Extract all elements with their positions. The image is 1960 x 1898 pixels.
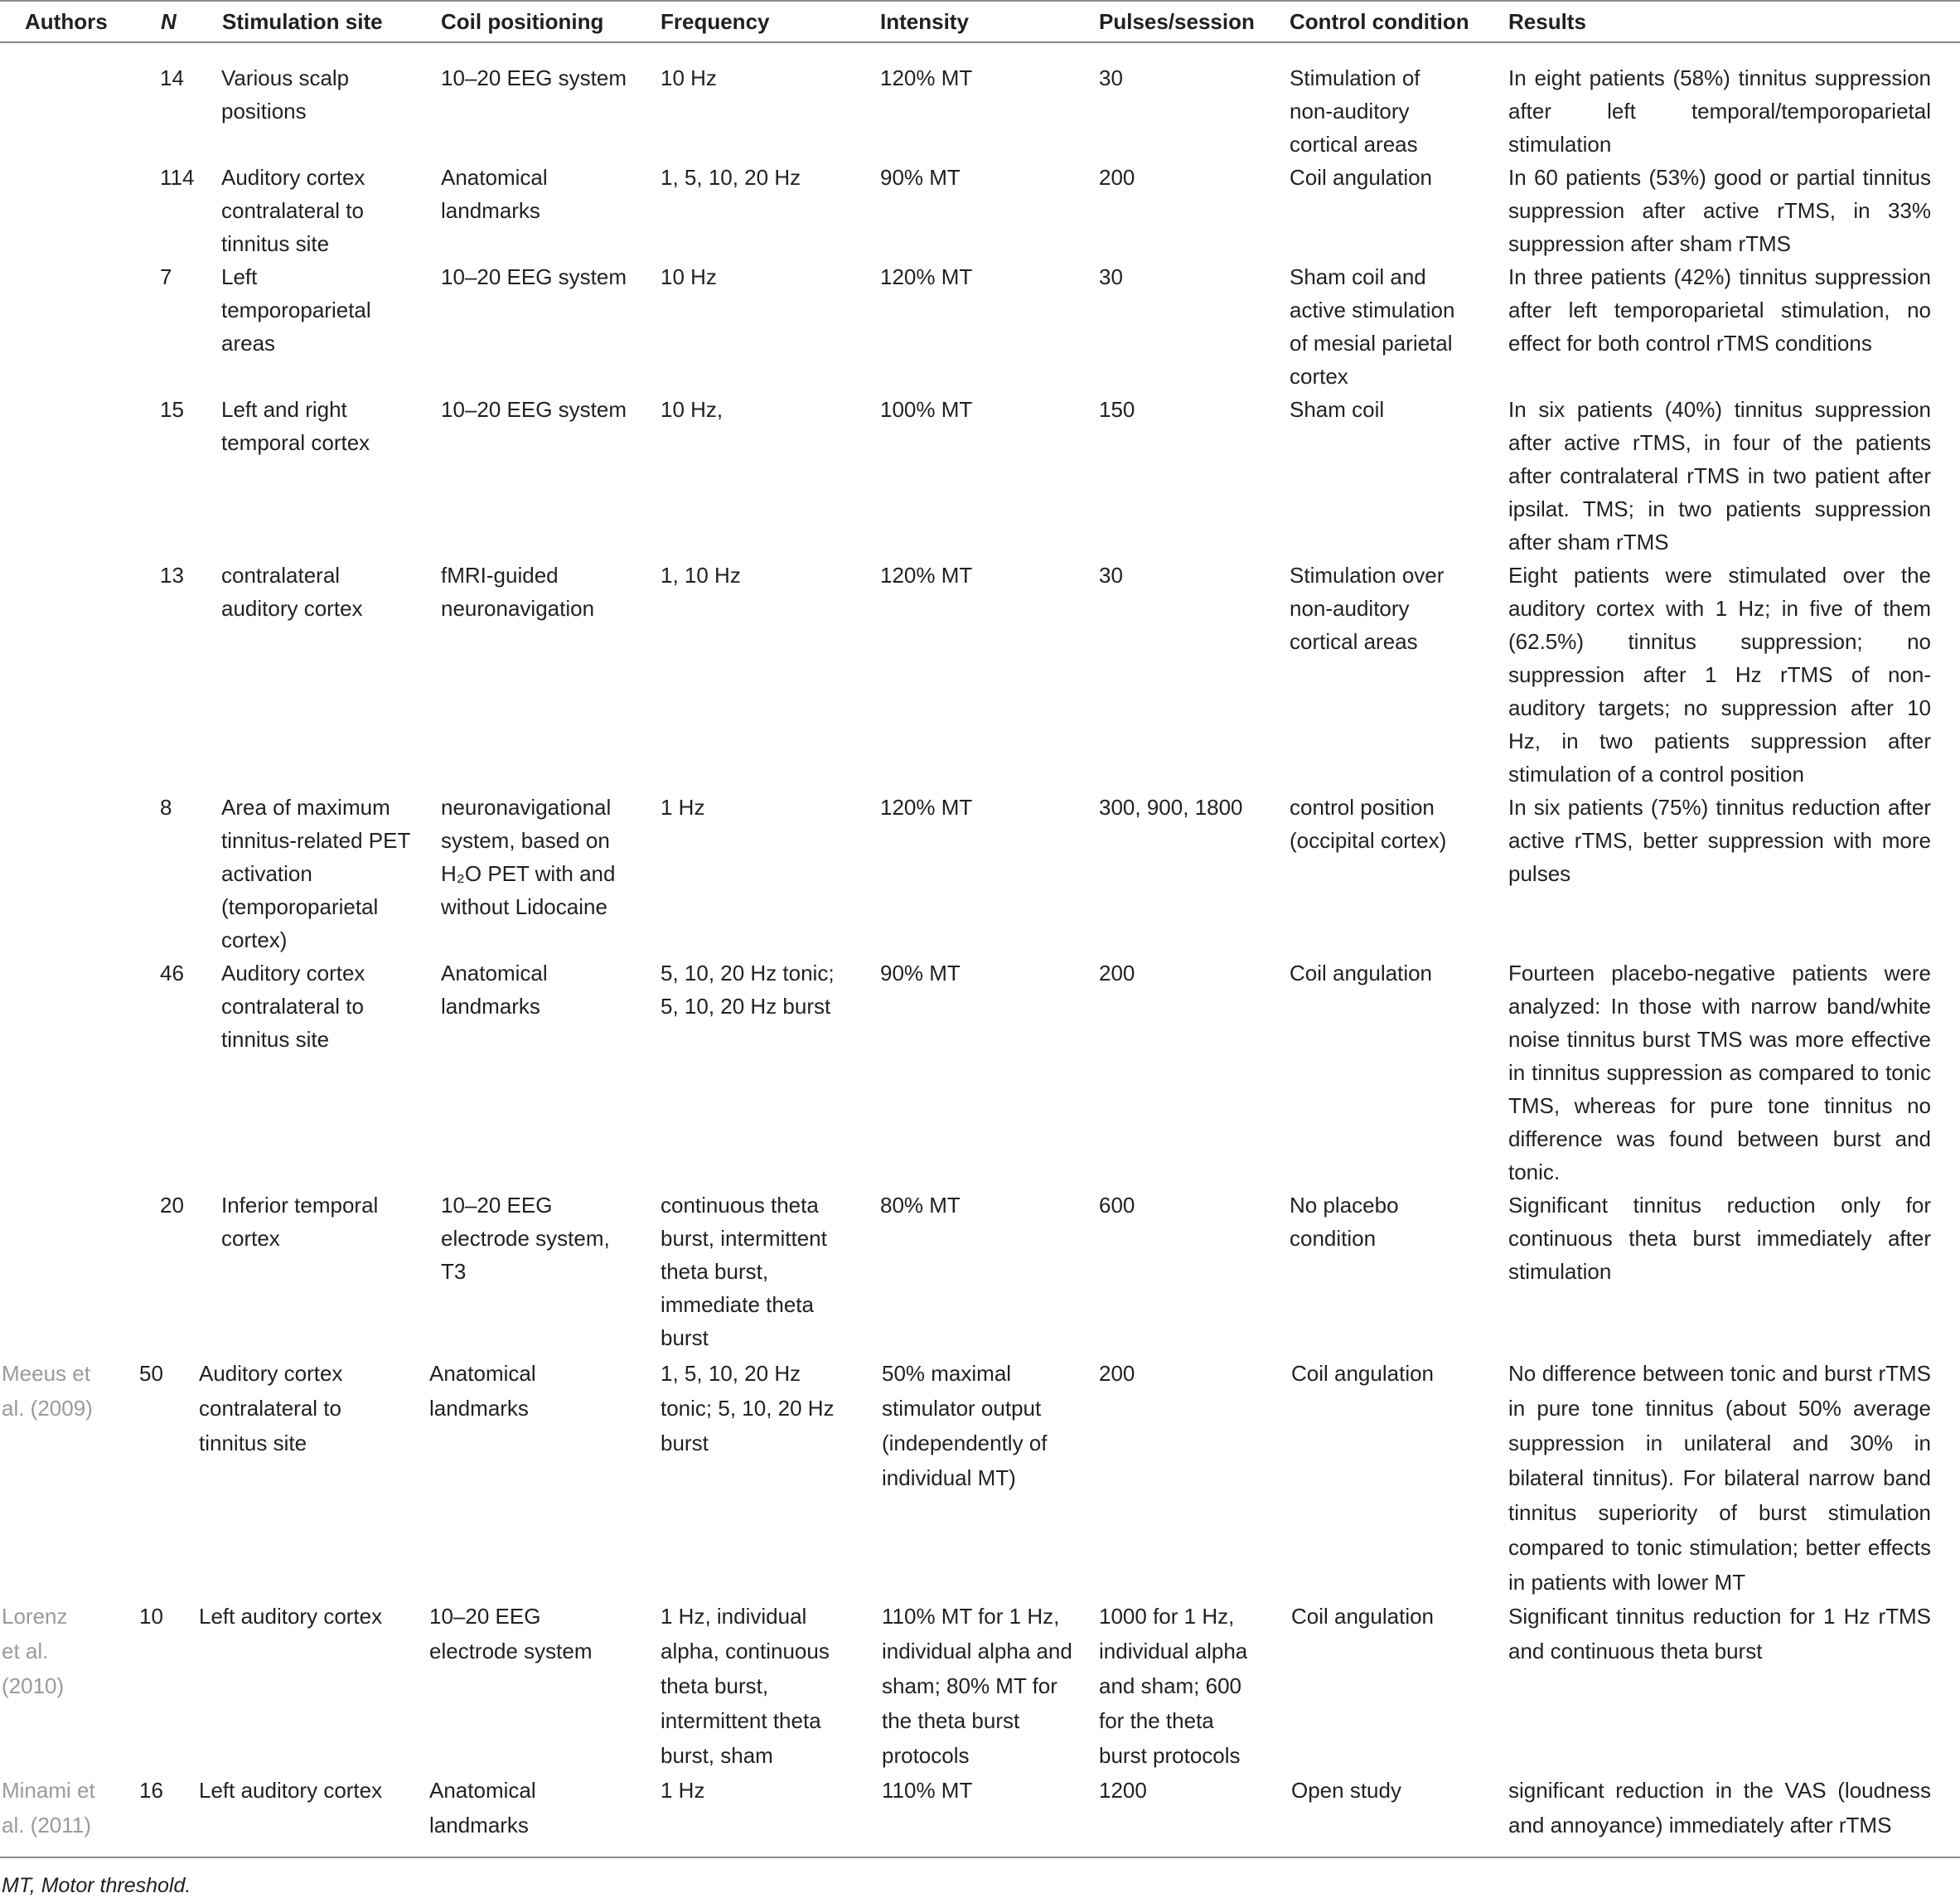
cell-results: In six patients (40%) tinnitus suppression after active rTMS, in four of the patients after contralateral rTMS in two patient after ipsilat. TMS; in two patients suppression after sham rTMS [1508, 397, 1931, 554]
header-results: Results [1508, 9, 1586, 34]
cell-n: 114 [160, 165, 195, 190]
cell-results: Fourteen placebo-negative patients were analyzed: In those with narrow band/white noise tinnitus burst TMS was more effective in tinnitus suppression as compared to tonic TMS, whereas for pure tone tinnitus no difference was found between burst and tonic. [1508, 961, 1931, 1184]
cell-results: significant reduction in the VAS (loudness and annoyance) immediately after rTMS [1508, 1778, 1931, 1837]
cell-n: 50 [139, 1361, 163, 1386]
cell-coil: 10–20 EEG system [441, 397, 627, 422]
top-rule [0, 0, 1960, 2]
cell-intensity: 100% MT [880, 397, 973, 422]
cell-intensity: 120% MT [880, 563, 973, 588]
cell-pulses: 30 [1099, 264, 1123, 289]
cell-results: In six patients (75%) tinnitus reduction after active rTMS, better suppression with more pulses [1508, 795, 1931, 886]
cell-control: Coil angulation [1291, 1361, 1435, 1386]
cell-n: 20 [160, 1193, 184, 1218]
cell-coil: 10–20 EEG system [441, 264, 627, 289]
cell-intensity: 80% MT [880, 1193, 961, 1218]
cell-intensity: 120% MT [880, 795, 973, 820]
cell-control: Stimulation over non-auditory cortical areas [1290, 563, 1445, 654]
cell-intensity: 50% maximal stimulator output (independently of individual MT) [882, 1361, 1048, 1490]
cell-site: contralateral auditory cortex [221, 563, 363, 621]
cell-coil: Anatomical landmarks [441, 961, 548, 1019]
cell-n: 46 [160, 961, 184, 985]
cell-pulses: 200 [1099, 961, 1135, 985]
cell-pulses: 30 [1099, 65, 1123, 90]
cell-results: In 60 patients (53%) good or partial tinnitus suppression after active rTMS, in 33% suppression after sham rTMS [1508, 165, 1931, 256]
cell-site: Left auditory cortex [199, 1778, 383, 1803]
cell-pulses: 150 [1099, 397, 1135, 422]
cell-n: 8 [160, 795, 172, 820]
cell-results: In three patients (42%) tinnitus suppression after left temporoparietal stimulation, no effect for both control rTMS conditions [1508, 264, 1931, 356]
cell-coil: Anatomical landmarks [429, 1778, 536, 1837]
cell-frequency: 10 Hz [661, 264, 717, 289]
header-intensity: Intensity [880, 9, 969, 34]
cell-n: 10 [139, 1604, 163, 1629]
cell-control: control position (occipital cortex) [1290, 795, 1447, 853]
header-control: Control condition [1290, 9, 1469, 34]
cell-control: Sham coil and active stimulation of mesial parietal cortex [1290, 264, 1455, 389]
header-site: Stimulation site [222, 9, 383, 34]
cell-frequency: continuous theta burst, intermittent theta burst, immediate theta burst [661, 1193, 827, 1350]
cell-pulses: 1000 for 1 Hz, individual alpha and sham; 600 for the theta burst protocols [1099, 1604, 1248, 1768]
cell-coil: 10–20 EEG electrode system, T3 [441, 1193, 610, 1284]
cell-intensity: 120% MT [880, 264, 973, 289]
cell-frequency: 1, 10 Hz [661, 563, 741, 588]
cell-authors: Meeus et al. (2009) [2, 1361, 93, 1421]
cell-pulses: 200 [1099, 165, 1135, 190]
cell-coil: neuronavigational system, based on H₂O PET with and without Lidocaine [441, 795, 616, 919]
cell-site: Area of maximum tinnitus-related PET activation (temporoparietal cortex) [221, 795, 411, 952]
cell-site: Various scalp positions [221, 65, 350, 123]
cell-intensity: 90% MT [880, 961, 961, 985]
cell-control: No placebo condition [1290, 1193, 1399, 1251]
cell-pulses: 600 [1099, 1193, 1135, 1218]
cell-site: Auditory cortex contralateral to tinnitus site [199, 1361, 343, 1455]
cell-control: Open study [1291, 1778, 1401, 1803]
cell-coil: Anatomical landmarks [429, 1361, 536, 1421]
cell-results: In eight patients (58%) tinnitus suppression after left temporal/temporoparietal stimulation [1508, 65, 1931, 157]
cell-intensity: 120% MT [880, 65, 973, 90]
cell-n: 14 [160, 65, 184, 90]
table-footnote: MT, Motor threshold. [2, 1874, 191, 1897]
cell-control: Coil angulation [1291, 1604, 1435, 1629]
bottom-rule [0, 1857, 1960, 1858]
cell-authors: Lorenz et al. (2010) [2, 1604, 68, 1698]
cell-frequency: 1 Hz, individual alpha, continuous theta burst, intermittent theta burst, sham [661, 1604, 830, 1768]
cell-coil: fMRI-guided neuronavigation [441, 563, 595, 621]
header-pulses: Pulses/session [1099, 9, 1255, 34]
cell-n: 15 [160, 397, 184, 422]
cell-intensity: 90% MT [880, 165, 961, 190]
cell-frequency: 1 Hz [661, 1778, 705, 1803]
cell-pulses: 300, 900, 1800 [1099, 795, 1243, 820]
cell-frequency: 10 Hz, [661, 397, 724, 422]
cell-n: 13 [160, 563, 184, 588]
cell-frequency: 1 Hz [661, 795, 705, 820]
cell-results: No difference between tonic and burst rTMS in pure tone tinnitus (about 50% average suppression in unilateral and 30% in bilateral tinnitus). For bilateral narrow band tinnitus superiority of burst stimulation compared to tonic stimulation; better effects in patients with lower MT [1508, 1361, 1931, 1595]
cell-site: Left and right temporal cortex [221, 397, 370, 455]
cell-pulses: 30 [1099, 563, 1123, 588]
cell-site: Left temporoparietal areas [221, 264, 371, 356]
header-rule [0, 41, 1960, 43]
header-coil: Coil positioning [441, 9, 604, 34]
cell-authors: Minami et al. (2011) [2, 1778, 95, 1837]
cell-site: Auditory cortex contralateral to tinnitus site [221, 961, 365, 1052]
cell-control: Coil angulation [1290, 961, 1433, 985]
cell-pulses: 1200 [1099, 1778, 1147, 1803]
cell-frequency: 10 Hz [661, 65, 717, 90]
cell-coil: Anatomical landmarks [441, 165, 548, 223]
header-authors: Authors [25, 9, 108, 34]
cell-frequency: 1, 5, 10, 20 Hz [661, 165, 801, 190]
header-frequency: Frequency [661, 9, 770, 34]
cell-frequency: 1, 5, 10, 20 Hz tonic; 5, 10, 20 Hz burst [661, 1361, 835, 1455]
cell-site: Auditory cortex contralateral to tinnitus site [221, 165, 365, 256]
cell-results: Significant tinnitus reduction for 1 Hz rTMS and continuous theta burst [1508, 1604, 1931, 1663]
cell-intensity: 110% MT for 1 Hz, individual alpha and sham; 80% MT for the theta burst protocols [882, 1604, 1072, 1768]
cell-n: 7 [160, 264, 172, 289]
cell-site: Left auditory cortex [199, 1604, 383, 1629]
cell-coil: 10–20 EEG system [441, 65, 627, 90]
cell-results: Significant tinnitus reduction only for continuous theta burst immediately after stimulation [1508, 1193, 1931, 1284]
cell-intensity: 110% MT [882, 1778, 973, 1803]
cell-control: Sham coil [1290, 397, 1385, 422]
cell-control: Stimulation of non-auditory cortical areas [1290, 65, 1420, 157]
cell-pulses: 200 [1099, 1361, 1135, 1386]
cell-site: Inferior temporal cortex [221, 1193, 379, 1251]
cell-results: Eight patients were stimulated over the auditory cortex with 1 Hz; in five of them (62.5%) tinnitus suppression; no suppression after 1 Hz rTMS of non-auditory targets; no suppression after 10 Hz, in two patients suppression after stimulation of a control position [1508, 563, 1931, 787]
cell-n: 16 [139, 1778, 163, 1803]
cell-coil: 10–20 EEG electrode system [429, 1604, 593, 1663]
cell-control: Coil angulation [1290, 165, 1433, 190]
header-n: N [161, 9, 177, 34]
cell-frequency: 5, 10, 20 Hz tonic; 5, 10, 20 Hz burst [661, 961, 835, 1019]
